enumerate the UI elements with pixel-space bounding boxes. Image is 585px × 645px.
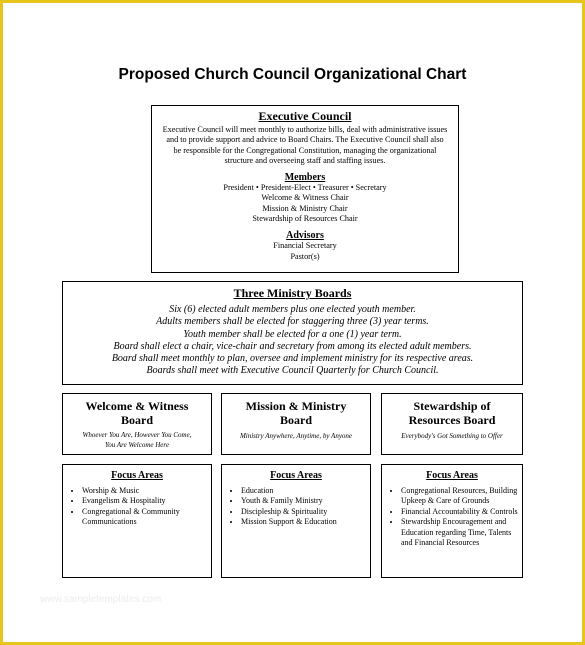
ministry-rules xyxy=(63,304,522,378)
focus-areas-heading: Focus Areas xyxy=(270,470,322,481)
welcome-witness-board-box xyxy=(62,393,212,455)
list-item: • Financial Accountability & Controls xyxy=(401,507,518,517)
advisors-heading: Advisors xyxy=(286,230,324,242)
focus-areas-heading: Focus Areas xyxy=(111,470,163,481)
ministry-rule: Boards shall meet with Executive Council Quarterly for Church Council. xyxy=(146,365,439,377)
mission-ministry-focus-box xyxy=(221,464,371,578)
ministry-rule: Board shall elect a chair, vice-chair and secretary from among its elected adult members. xyxy=(113,340,472,352)
board-tagline: Ministry Anywhere, Anytime, by Anyone xyxy=(239,432,353,440)
list-item: • Evangelism & Hospitality xyxy=(82,496,207,506)
board-name-line: Stewardship of xyxy=(413,399,491,413)
advisor-line: Financial Secretary xyxy=(273,241,337,251)
mission-ministry-board-box xyxy=(221,393,371,455)
board-tagline-line: You Are Welcome Here xyxy=(105,441,169,449)
executive-council-heading: Executive Council xyxy=(258,109,352,123)
board-name-line: Welcome & Witness xyxy=(85,399,189,413)
member-line: Mission & Ministry Chair xyxy=(262,203,348,213)
member-line: Stewardship of Resources Chair xyxy=(252,214,358,224)
list-item: • Youth & Family Ministry xyxy=(241,496,366,506)
members-heading: Members xyxy=(284,172,326,184)
board-tagline-line: Whoever You Are, However You Come, xyxy=(82,431,192,439)
board-name-line: Board xyxy=(279,413,312,427)
focus-list xyxy=(63,486,211,528)
watermark-text: www.sampletemplates.com xyxy=(40,594,162,605)
stewardship-resources-board-box xyxy=(381,393,523,455)
ministry-boards-heading: Three Ministry Boards xyxy=(233,286,352,300)
focus-list xyxy=(382,486,522,548)
board-name xyxy=(382,399,522,427)
ministry-boards-box xyxy=(62,281,523,385)
ministry-rule: Adults members shall be elected for staggering three (3) year terms. xyxy=(156,316,429,328)
board-name-line: Board xyxy=(120,413,153,427)
stewardship-resources-focus-box xyxy=(381,464,523,578)
board-tagline: Everybody's Got Something to Offer xyxy=(401,432,503,440)
executive-council-box xyxy=(151,105,459,273)
board-tagline xyxy=(63,430,211,450)
list-item: • Congregational Resources, Building Upkeep & Care of Grounds xyxy=(401,486,518,507)
ministry-rule: Six (6) elected adult members plus one elected youth member. xyxy=(169,304,416,315)
board-name-line: Resources Board xyxy=(408,413,496,427)
advisor-line: Pastor(s) xyxy=(290,251,320,261)
board-name xyxy=(63,399,211,427)
focus-areas-heading: Focus Areas xyxy=(426,470,478,481)
list-item: • Education xyxy=(241,486,366,496)
list-item: • Stewardship Encouragement and Education regarding Time, Talents and Financial Resources xyxy=(401,517,518,548)
ministry-rule: Youth member shall be elected for a one (1) year term. xyxy=(183,328,402,340)
list-item: • Congregational & Community Communications xyxy=(82,507,207,528)
list-item: • Discipleship & Spirituality xyxy=(241,507,366,517)
ministry-rule: Board shall meet monthly to plan, oversee and implement ministry for its respective areas. xyxy=(111,353,474,365)
focus-list xyxy=(222,486,370,528)
page-title: Proposed Church Council Organizational Chart xyxy=(118,66,467,83)
board-name-line: Mission & Ministry xyxy=(245,399,347,413)
executive-council-description: Executive Council will meet monthly to authorize bills, deal with administrative issues and to provide support and advice to Board Chairs. The Executive Council shall also be responsible for the Congregational Constitution, managing the organizational structure and overseeing staff and staffing issues. xyxy=(162,125,448,165)
list-item: • Worship & Music xyxy=(82,486,207,496)
member-line: President • President-Elect • Treasurer • Secretary xyxy=(223,183,387,193)
welcome-witness-focus-box xyxy=(62,464,212,578)
list-item: • Mission Support & Education xyxy=(241,517,366,527)
board-name xyxy=(222,399,370,427)
member-line: Welcome & Witness Chair xyxy=(261,193,349,203)
